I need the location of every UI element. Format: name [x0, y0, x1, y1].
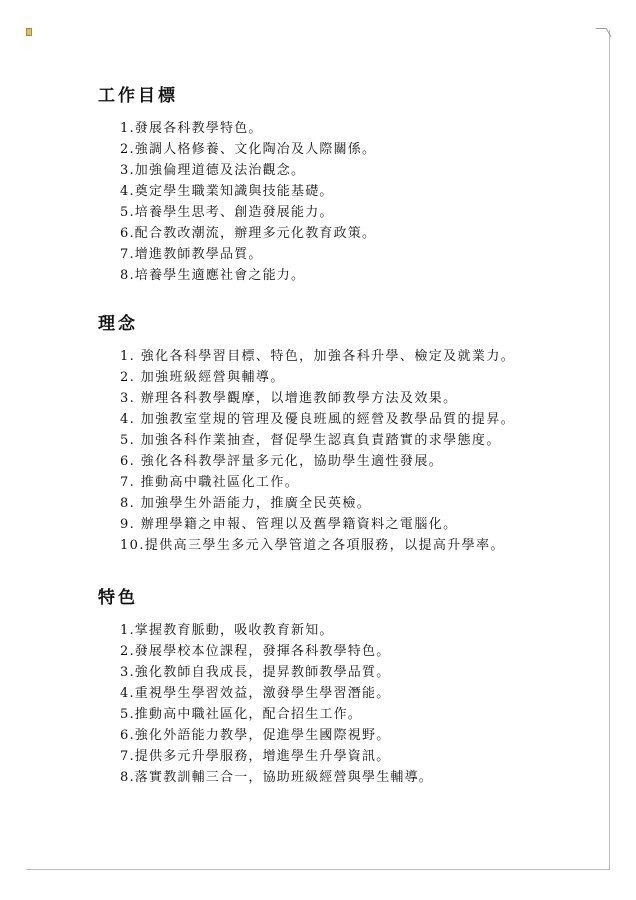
list-item: 2. 加強班級經營與輔導。: [120, 370, 285, 385]
section-title-philosophy: 理念: [98, 314, 138, 334]
features-list: [98, 620, 598, 788]
list-item: 6. 強化各科教學評量多元化，協助學生適性發展。: [120, 454, 444, 469]
list-item: 1.掌握教育脈動，吸收教育新知。: [120, 623, 334, 638]
section-philosophy: [98, 314, 598, 556]
list-item: 6.強化外語能力教學，促進學生國際視野。: [120, 728, 391, 743]
list-item: 4. 加強教室堂規的管理及優良班風的經營及教學品質的提昇。: [120, 412, 516, 427]
list-item: 2.發展學校本位課程，發揮各科教學特色。: [120, 644, 391, 659]
list-item: 10.提供高三學生多元入學管道之各項服務，以提高升學率。: [120, 538, 505, 553]
section-title-goals: 工作目標: [98, 86, 178, 106]
list-item: 6.配合教改潮流，辦理多元化教育政策。: [120, 226, 377, 241]
page-corner-marker-icon: [26, 28, 32, 36]
list-item: 5.培養學生思考、創造發展能力。: [120, 205, 334, 220]
list-item: 2.強調人格修養、文化陶冶及人際關係。: [120, 142, 377, 157]
list-item: 3.加強倫理道德及法治觀念。: [120, 163, 306, 178]
list-item: 8.培養學生適應社會之能力。: [120, 268, 306, 283]
list-item: 5. 加強各科作業抽查，督促學生認真負責踏實的求學態度。: [120, 433, 501, 448]
list-item: 4.奠定學生職業知識與技能基礎。: [120, 184, 334, 199]
list-item: 7.增進教師教學品質。: [120, 247, 263, 262]
list-item: 4.重視學生學習效益，激發學生學習潛能。: [120, 686, 391, 701]
list-item: 8. 加強學生外語能力，推廣全民英檢。: [120, 496, 372, 511]
goals-list: [98, 118, 598, 286]
list-item: 5.推動高中職社區化，配合招生工作。: [120, 707, 363, 722]
list-item: 7. 推動高中職社區化工作。: [120, 475, 300, 490]
list-item: 7.提供多元升學服務，增進學生升學資訊。: [120, 749, 391, 764]
list-item: 3. 辦理各科教學觀摩，以增進教師教學方法及效果。: [120, 391, 458, 406]
section-title-features: 特色: [98, 588, 138, 608]
list-item: 1. 強化各科學習目標、特色，加強各科升學、檢定及就業力。: [120, 349, 516, 364]
section-features: [98, 588, 598, 788]
list-item: 1.發展各科教學特色。: [120, 121, 263, 136]
list-item: 8.落實教訓輔三合一，協助班級經營與學生輔導。: [120, 770, 434, 785]
philosophy-list: [98, 346, 598, 556]
list-item: 3.強化教師自我成長，提昇教師教學品質。: [120, 665, 391, 680]
list-item: 9. 辦理學籍之申報、管理以及舊學籍資料之電腦化。: [120, 517, 458, 532]
section-goals: [98, 86, 598, 286]
